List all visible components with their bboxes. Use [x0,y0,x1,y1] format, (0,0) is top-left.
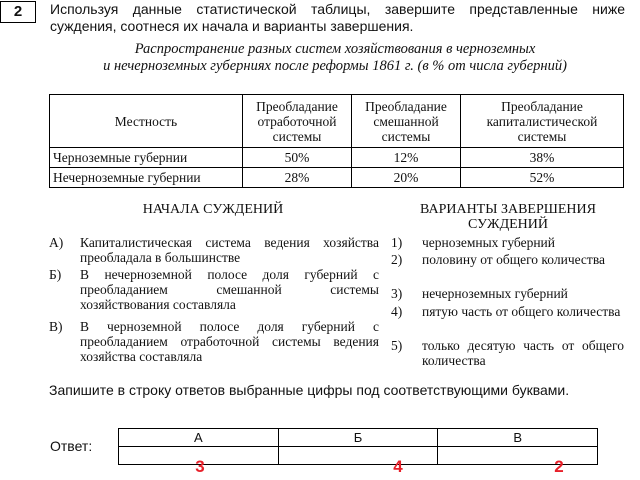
beginning-text: В черноземной полосе доля губерний с преобладанием отработочной системы ведения хозяйства составляла [80,319,379,364]
header-labor-system: Преобладание отработочной системы [243,95,352,148]
beginning-letter: В) [49,319,63,334]
beginning-item-c [49,319,379,367]
answer-header-b: Б [278,429,438,447]
ending-item-1 [391,235,624,251]
answer-value-a: 3 [195,457,205,476]
beginning-item-b [49,267,379,315]
table-row [50,148,624,168]
table-cell: 28% [243,168,352,188]
ending-item-2 [391,252,624,284]
ending-text: половину от общего количества [422,252,606,267]
ending-number: 4) [391,304,403,319]
beginning-text: Капиталистическая система ведения хозяйства преобладала в большинстве [80,235,379,265]
table-header-row [50,95,624,148]
ending-text: пятую часть от общего количества [422,304,621,319]
answer-label: Ответ: [50,438,93,454]
beginning-text: В нечерноземной полосе доля губерний с преобладанием смешанной системы хозяйствования составляла [80,267,379,312]
instruction-text: Используя данные статистической таблицы, завершите представленные ниже суждения, соотнеся их начала и варианты завершения. [50,1,625,34]
row-label: Нечерноземные губернии [50,168,243,188]
table-cell: 38% [461,148,624,168]
row-label: Черноземные губернии [50,148,243,168]
header-locality: Местность [50,95,243,148]
beginning-letter: А) [49,235,64,250]
ending-text: только десятую часть от общего количества [422,338,624,368]
answer-value-c: 2 [554,457,564,476]
beginnings-heading: НАЧАЛА СУЖДЕНИЙ [142,202,284,217]
answer-value-b: 4 [393,457,403,476]
answer-instruction: Запишите в строку ответов выбранные цифры под соответствующими буквами. [49,382,570,398]
table-row [50,168,624,188]
table-title [40,41,630,75]
beginning-item-a [49,235,379,265]
table-title-line-1: Распространение разных систем хозяйствования в черноземных [134,41,536,57]
ending-item-4 [391,304,624,336]
ending-number: 3) [391,286,403,301]
table-title-line-2: и нечерноземных губерниях после реформы 1861 г. (в % от числа губерний) [103,58,567,74]
ending-item-3 [391,286,624,302]
answer-header-c: В [438,429,598,447]
table-cell: 20% [352,168,461,188]
table-cell: 12% [352,148,461,168]
beginning-letter: Б) [49,267,62,282]
ending-text: черноземных губерний [422,235,556,250]
question-number: 2 [0,1,36,23]
endings-heading: ВАРИАНТЫ ЗАВЕРШЕНИЯ СУЖДЕНИЙ [420,202,596,232]
table-cell: 52% [461,168,624,188]
answer-header-a: А [119,429,279,447]
ending-number: 1) [391,235,403,250]
statistics-table [49,94,624,188]
header-capitalist-system: Преобладание капиталистической системы [461,95,624,148]
ending-number: 2) [391,252,403,267]
header-mixed-system: Преобладание смешанной системы [352,95,461,148]
answer-cell-b[interactable] [278,447,438,465]
ending-item-5 [391,338,624,370]
ending-text: нечерноземных губерний [422,286,568,301]
answer-header-row [119,429,598,447]
table-cell: 50% [243,148,352,168]
ending-number: 5) [391,338,403,353]
